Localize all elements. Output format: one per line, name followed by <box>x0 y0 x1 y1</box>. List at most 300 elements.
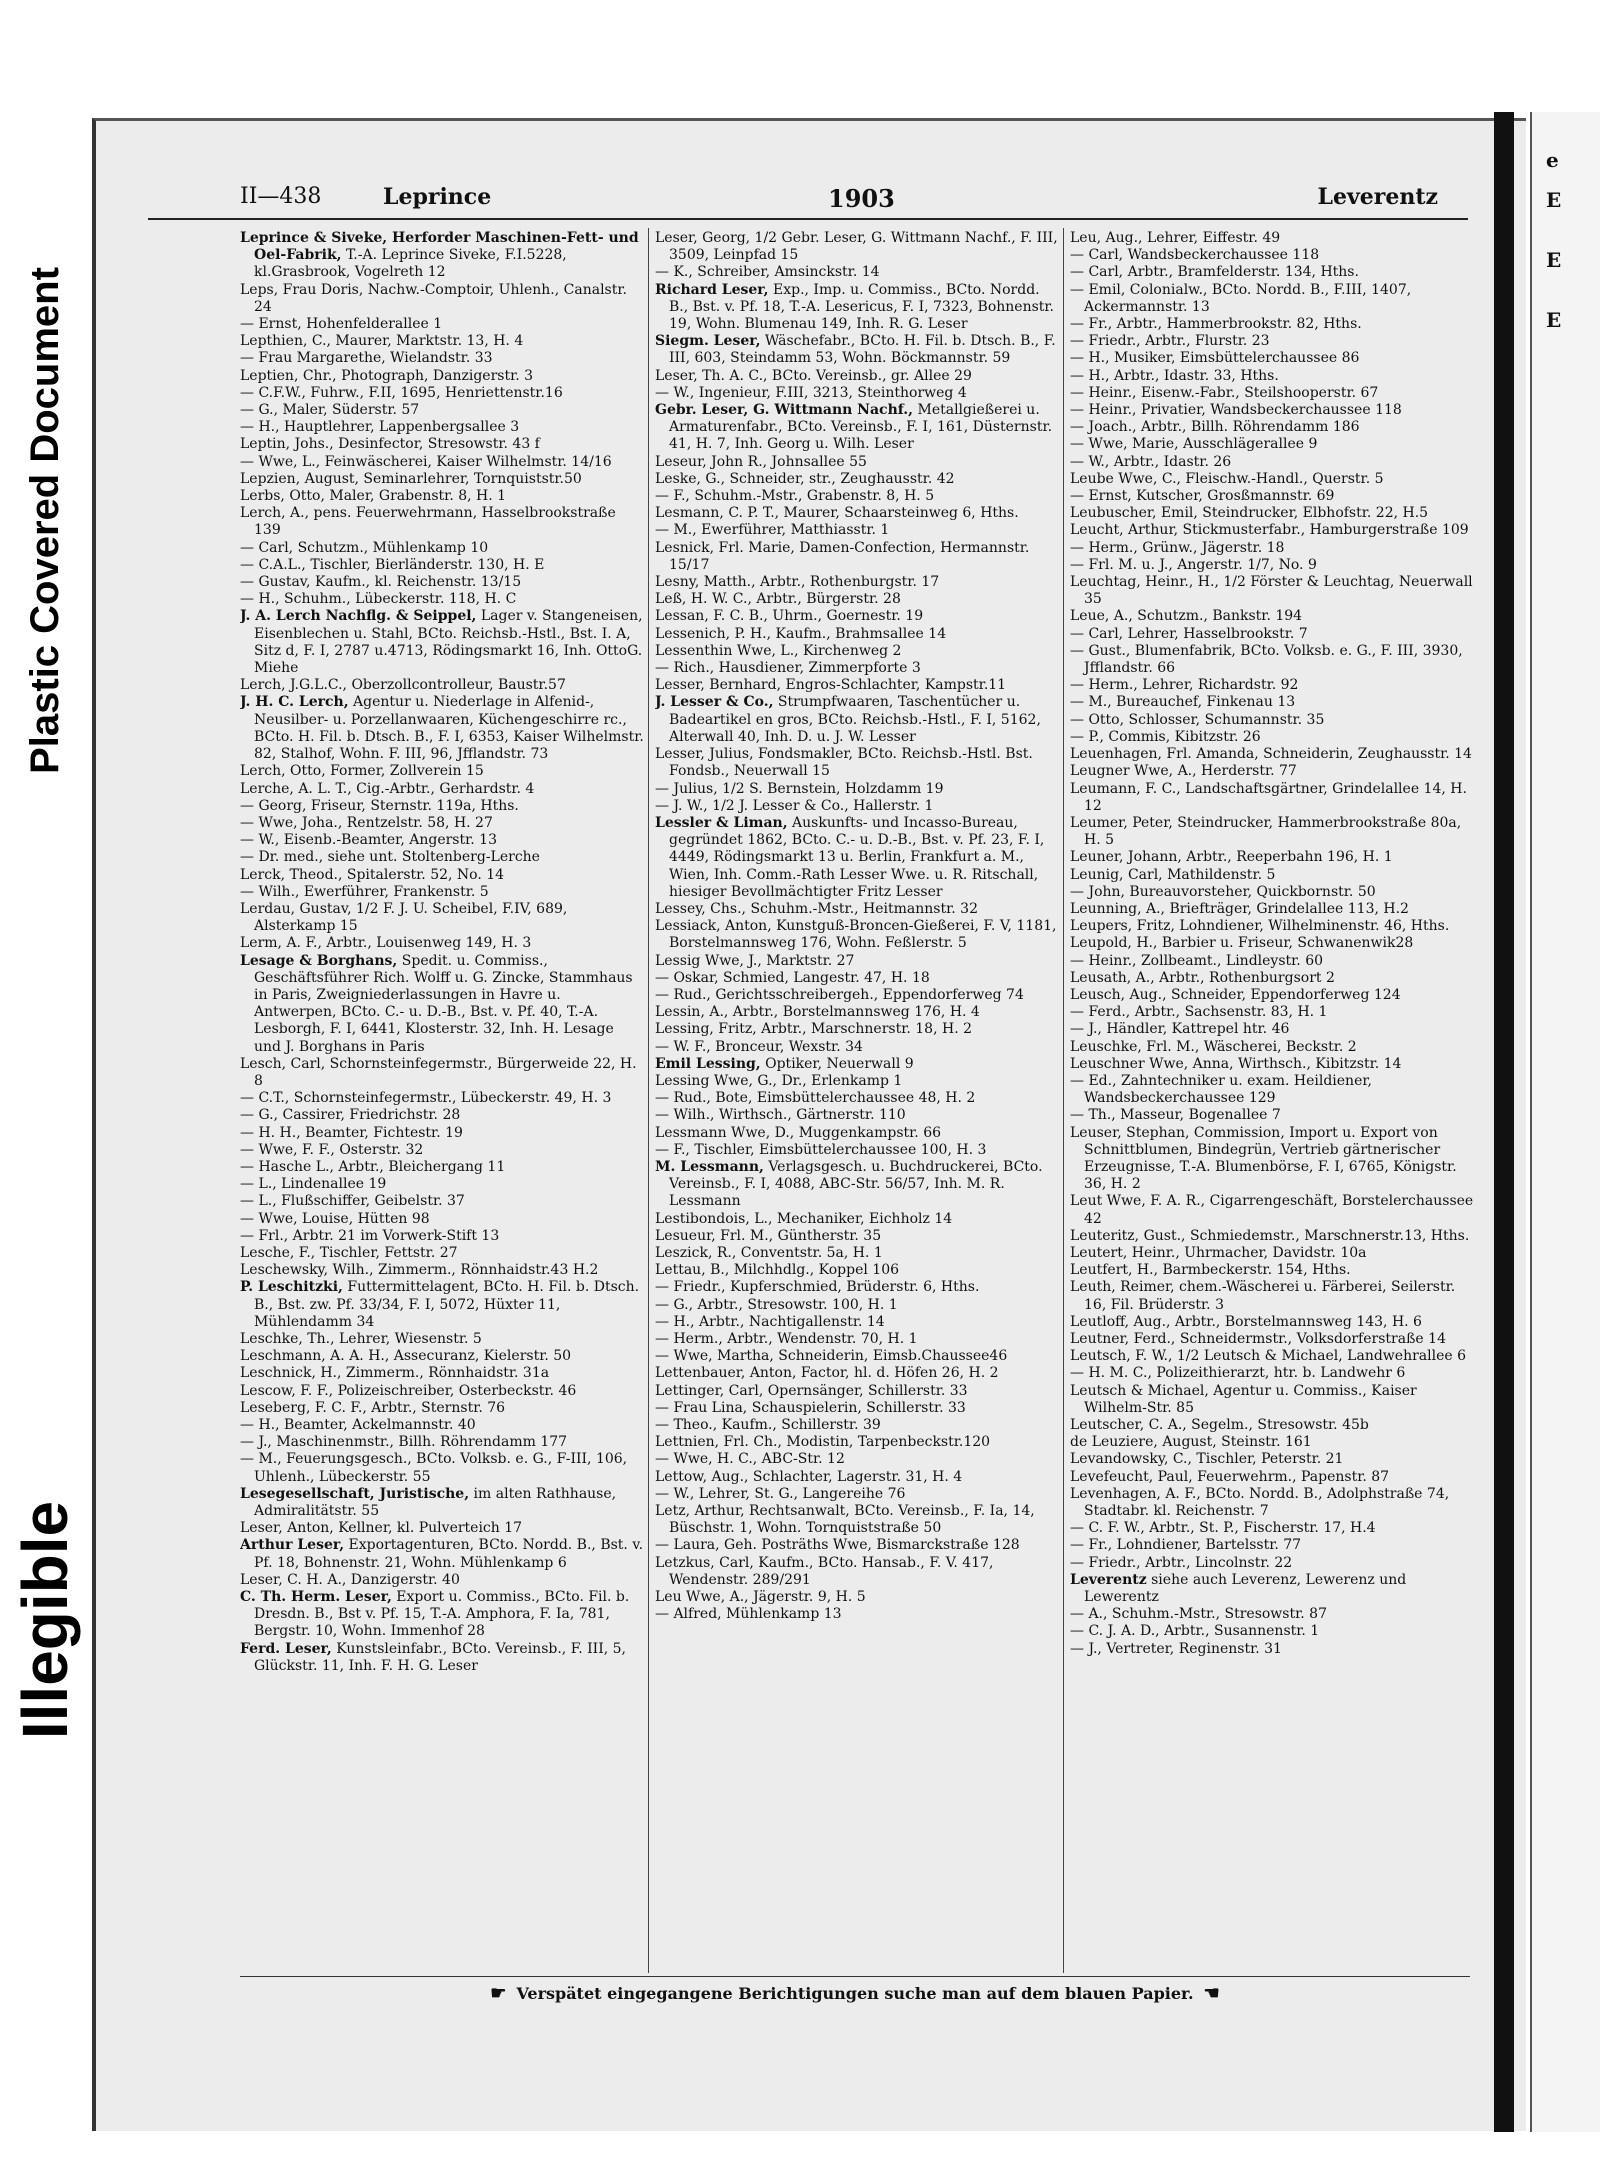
entry-text: Leschke, Th., Lehrer, Wiesenstr. 5 <box>240 1331 482 1347</box>
directory-entry <box>240 935 645 952</box>
entry-text: Levefeucht, Paul, Feuerwehrm., Papenstr. 87 <box>1070 1468 1390 1485</box>
entry-text: Leutert, Heinr., Uhrmacher, Davidstr. 10a <box>1070 1244 1367 1261</box>
directory-entry <box>655 1383 1060 1400</box>
directory-entry <box>1070 230 1475 247</box>
entry-firm-name: M. Lessmann, <box>655 1158 764 1175</box>
entry-text: im alten Rathhause, Admiralitätstr. 55 <box>254 1485 617 1520</box>
directory-entry <box>1070 970 1475 987</box>
entry-text: — Friedr., Arbtr., Flurstr. 23 <box>1070 333 1270 350</box>
entry-text: — Ernst, Hohenfelderallee 1 <box>240 316 443 333</box>
entry-text: — Herm., Lehrer, Richardstr. 92 <box>1070 677 1299 694</box>
directory-entry <box>1070 574 1475 608</box>
directory-entry <box>1070 471 1475 488</box>
directory-entry <box>1070 953 1475 970</box>
entry-text: — Th., Masseur, Bogenallee 7 <box>1070 1107 1281 1124</box>
entry-text: — Frau Margarethe, Wielandstr. 33 <box>240 350 493 367</box>
directory-entry <box>1070 677 1475 694</box>
entry-text: — C. J. A. D., Arbtr., Susannenstr. 1 <box>1070 1623 1320 1640</box>
directory-entry <box>240 333 645 350</box>
entry-text: Lescow, F. F., Polizeischreiber, Osterbeckstr. 46 <box>240 1382 577 1399</box>
column-divider <box>648 228 649 1973</box>
entry-firm-name: Lesegesellschaft, Juristische, <box>240 1485 470 1502</box>
directory-entry <box>1070 1486 1475 1520</box>
entry-text: Lesser, Julius, Fondsmakler, BCto. Reichsb.-Hstl. Bst. Fondsb., Neuerwall 15 <box>655 746 1033 780</box>
directory-entry <box>240 1641 645 1675</box>
directory-entry <box>655 1039 1060 1056</box>
directory-entry <box>655 1503 1060 1537</box>
entry-text: Leumann, F. C., Landschaftsgärtner, Grindelallee 14, H. 12 <box>1070 780 1467 814</box>
entry-text: Lessmann Wwe, D., Muggenkampstr. 66 <box>655 1124 942 1141</box>
directory-entry <box>655 1606 1060 1623</box>
entry-text: Lesser, Bernhard, Engros-Schlachter, Kampstr.11 <box>655 677 1007 694</box>
entry-text: — H., Arbtr., Nachtigallenstr. 14 <box>655 1313 885 1330</box>
entry-text: Leut Wwe, F. A. R., Cigarrengeschäft, Borstelerchaussee 42 <box>1070 1193 1474 1227</box>
entry-text: Lesnick, Frl. Marie, Damen-Confection, Hermannstr. 15/17 <box>655 539 1030 573</box>
directory-entry <box>240 540 645 557</box>
entry-text: Letzkus, Carl, Kaufm., BCto. Hansab., F. V. 417, Wendenstr. 289/291 <box>655 1554 994 1588</box>
entry-firm-name: Ferd. Leser, <box>240 1640 332 1657</box>
entry-text: Leß, H. W. C., Arbtr., Bürgerstr. 28 <box>655 591 901 608</box>
entry-text: — G., Maler, Süderstr. 57 <box>240 402 420 419</box>
entry-text: — Heinr., Eisenw.-Fabr., Steilshooperstr. 67 <box>1070 384 1379 401</box>
directory-entry <box>655 1555 1060 1589</box>
entry-text: Lettinger, Carl, Opernsänger, Schillerstr. 33 <box>655 1382 968 1399</box>
entry-text: — Wilh., Wirthsch., Gärtnerstr. 110 <box>655 1107 906 1124</box>
directory-entry <box>240 1451 645 1485</box>
entry-firm-name: Lesage & Borghans, <box>240 952 398 969</box>
directory-entry <box>1070 1555 1475 1572</box>
directory-entry <box>1070 1520 1475 1537</box>
directory-entry <box>1070 1451 1475 1468</box>
directory-entry <box>1070 454 1475 471</box>
directory-entry <box>655 1348 1060 1365</box>
directory-entry <box>1070 1314 1475 1331</box>
entry-text: Agentur u. Niederlage in Alfenid-, Neusilber- u. Porzellanwaaren, Küchengeschirre rc., BCto. H. Fil. b. Dtsch. B., F. I, 6353, Kaiser Wilhelmstr. 82, Stalhof, Wohn. F. III, 96, Jfflandstr. 73 <box>254 694 644 763</box>
directory-entry <box>240 505 645 539</box>
entry-text: siehe auch Leverenz, Lewerenz und Lewerentz <box>1084 1571 1407 1606</box>
directory-entry <box>1070 419 1475 436</box>
entry-text: — W. F., Bronceur, Wexstr. 34 <box>655 1038 863 1055</box>
entry-text: — Theo., Kaufm., Schillerstr. 39 <box>655 1417 881 1434</box>
directory-entry <box>240 1090 645 1107</box>
directory-entry <box>240 1245 645 1262</box>
entry-text: Leunig, Carl, Mathildenstr. 5 <box>1070 866 1276 883</box>
entry-text: Letz, Arthur, Rechtsanwalt, BCto. Vereinsb., F. Ia, 14, Büschstr. 1, Wohn. Tornquiststraße 50 <box>655 1503 1035 1537</box>
entry-text: — J., Maschinenmstr., Billh. Röhrendamm 177 <box>240 1434 568 1451</box>
entry-text: Lesche, F., Tischler, Fettstr. 27 <box>240 1244 458 1261</box>
entry-text: Leuth, Reimer, chem.-Wäscherei u. Färberei, Seilerstr. 16, Fil. Brüderstr. 3 <box>1070 1279 1456 1313</box>
entry-text: — Rud., Gerichtsschreibergeh., Eppendorferweg 74 <box>655 986 1024 1003</box>
entry-text: — F., Tischler, Eimsbüttelerchaussee 100, H. 3 <box>655 1141 987 1158</box>
directory-entry <box>1070 1073 1475 1107</box>
entry-text: Leupold, H., Barbier u. Friseur, Schwanenwik28 <box>1070 935 1414 952</box>
entry-text: Leucht, Arthur, Stickmusterfabr., Hamburgerstraße 109 <box>1070 522 1469 539</box>
directory-entry <box>1070 884 1475 901</box>
entry-text: — Frl. M. u. J., Angerstr. 1/7, No. 9 <box>1070 556 1317 573</box>
pointing-hand-icon: ☚ <box>1203 1983 1220 2004</box>
entry-text: Lessiack, Anton, Kunstguß-Broncen-Gießerei, F. V, 1181, Borstelmannsweg 176, Wohn. Feßlerstr. 5 <box>655 918 1057 952</box>
entry-text: — Carl, Schutzm., Mühlenkamp 10 <box>240 539 489 556</box>
entry-text: — Carl, Lehrer, Hasselbrookstr. 7 <box>1070 625 1308 642</box>
entry-text: — Heinr., Privatier, Wandsbeckerchaussee 118 <box>1070 402 1402 419</box>
entry-text: Lessing Wwe, G., Dr., Erlenkamp 1 <box>655 1072 903 1089</box>
directory-entry <box>1070 282 1475 316</box>
directory-entry <box>655 471 1060 488</box>
directory-entry <box>655 1142 1060 1159</box>
entry-text: — C.A.L., Tischler, Bierländerstr. 130, H. E <box>240 556 545 573</box>
entry-text: — Wwe, Joha., Rentzelstr. 58, H. 27 <box>240 814 493 831</box>
directory-entry <box>240 867 645 884</box>
entry-text: — Wwe, Marie, Ausschlägerallee 9 <box>1070 436 1318 453</box>
entry-text: Lesny, Matth., Arbtr., Rothenburgstr. 17 <box>655 574 940 591</box>
directory-entry <box>1070 402 1475 419</box>
directory-entry <box>1070 368 1475 385</box>
entry-text: — Herm., Arbtr., Wendenstr. 70, H. 1 <box>655 1331 918 1347</box>
directory-entry <box>1070 1125 1475 1194</box>
entry-text: — M., Bureauchef, Finkenau 13 <box>1070 694 1296 711</box>
entry-text: — C.F.W., Fuhrw., F.II, 1695, Henriettenstr.16 <box>240 384 563 401</box>
entry-text: — H. H., Beamter, Fichtestr. 19 <box>240 1124 463 1141</box>
entry-text: — Fr., Lohndiener, Bartelsstr. 77 <box>1070 1537 1302 1554</box>
entry-text: Leupers, Fritz, Lohndiener, Wilhelminenstr. 46, Hths. <box>1070 918 1450 935</box>
directory-entry <box>1070 1417 1475 1434</box>
directory-entry <box>240 316 645 333</box>
entry-text: — Rich., Hausdiener, Zimmerpforte 3 <box>655 660 921 677</box>
entry-text: Lessenich, P. H., Kaufm., Brahmsallee 14 <box>655 625 947 642</box>
entry-text: Lesch, Carl, Schornsteinfegermstr., Bürgerweide 22, H. 8 <box>240 1055 637 1089</box>
entry-text: Leumer, Peter, Steindrucker, Hammerbrookstraße 80a, H. 5 <box>1070 814 1462 849</box>
entry-text: Leube Wwe, C., Fleischw.-Handl., Querstr. 5 <box>1070 470 1384 487</box>
directory-entry <box>655 970 1060 987</box>
directory-entry <box>240 849 645 866</box>
page-gutter-shadow <box>1494 112 1514 2132</box>
entry-text: — Wwe, Martha, Schneiderin, Eimsb.Chaussee46 <box>655 1348 1008 1365</box>
directory-entry <box>240 1348 645 1365</box>
directory-entry <box>655 1279 1060 1296</box>
directory-entry <box>1070 1348 1475 1365</box>
directory-entry <box>655 1107 1060 1124</box>
entry-text: — Ernst, Kutscher, Grosßmannstr. 69 <box>1070 488 1335 505</box>
directory-entry <box>655 230 1060 264</box>
directory-entry <box>240 1228 645 1245</box>
entry-text: Leusath, A., Arbtr., Rothenburgsort 2 <box>1070 969 1335 986</box>
entry-text: Lager v. Stangeneisen, Eisenblechen u. Stahl, BCto. Reichsb.-Hstl., Bst. I. A, Sitz d, F. I, 2787 u.4713, Rödingsmarkt 16, Inh. OttoG. Miehe <box>254 608 643 677</box>
directory-entry <box>240 884 645 901</box>
entry-text: Lessan, F. C. B., Uhrm., Goernestr. 19 <box>655 608 924 625</box>
entry-text: — K., Schreiber, Amsinckstr. 14 <box>655 264 880 281</box>
directory-entry <box>240 230 645 282</box>
directory-entry <box>240 1365 645 1382</box>
directory-entry <box>1070 1279 1475 1313</box>
entry-text: Exp., Imp. u. Commiss., BCto. Nordd. B., Bst. v. Pf. 18, T.-A. Lesericus, F. I, 7323, Bohnenstr. 19, Wohn. Blumenau 149, Inh. R. G. Leser <box>669 281 1054 333</box>
directory-column-2 <box>655 230 1060 1623</box>
entry-text: — M., Feuerungsgesch., BCto. Volksb. e. G., F-III, 106, Uhlenh., Lübeckerstr. 55 <box>240 1451 628 1485</box>
entry-text: — Gustav, Kaufm., kl. Reichenstr. 13/15 <box>240 574 522 591</box>
footer-note: Verspätet eingegangene Berichtigungen suche man auf dem blauen Papier. <box>516 1984 1194 2003</box>
entry-text: — Emil, Colonialw., BCto. Nordd. B., F.III, 1407, Ackermannstr. 13 <box>1070 281 1412 315</box>
directory-entry <box>240 402 645 419</box>
entry-text: Kunstsleinfabr., BCto. Vereinsb., F. III, 5, Glückstr. 11, Inh. F. H. G. Leser <box>254 1640 626 1674</box>
directory-entry <box>655 660 1060 677</box>
entry-text: Wäschefabr., BCto. H. Fil. b. Dtsch. B., F. III, 603, Steindamm 53, Wohn. Böckmannstr. 59 <box>669 333 1056 367</box>
entry-text: Leuner, Johann, Arbtr., Reeperbahn 196, H. 1 <box>1070 849 1393 866</box>
pointing-hand-icon: ☛ <box>490 1983 507 2004</box>
entry-text: Leutsch, F. W., 1/2 Leutsch & Michael, Landwehrallee 6 <box>1070 1348 1467 1365</box>
directory-entry <box>655 333 1060 367</box>
directory-entry <box>1070 987 1475 1004</box>
entry-text: — Laura, Geh. Posträths Wwe, Bismarckstraße 128 <box>655 1537 1020 1554</box>
entry-text: — Wilh., Ewerführer, Frankenstr. 5 <box>240 883 489 900</box>
directory-entry <box>240 1434 645 1451</box>
directory-entry <box>655 746 1060 780</box>
entry-text: — Wwe, Louise, Hütten 98 <box>240 1210 430 1227</box>
directory-entry <box>655 1365 1060 1382</box>
entry-text: — Hasche L., Arbtr., Bleichergang 11 <box>240 1158 506 1175</box>
entry-text: Leuschke, Frl. M., Wäscherei, Beckstr. 2 <box>1070 1038 1357 1055</box>
entry-text: Leske, G., Schneider, str., Zeughausstr. 42 <box>655 470 955 487</box>
directory-entry <box>240 1056 645 1090</box>
directory-entry <box>655 901 1060 918</box>
entry-firm-name: J. H. C. Lerch, <box>240 694 349 711</box>
directory-entry <box>1070 385 1475 402</box>
entry-text: Leuschner Wwe, Anna, Wirthsch., Kibitzstr. 14 <box>1070 1055 1402 1072</box>
directory-entry <box>1070 1331 1475 1348</box>
entry-text: — Carl, Arbtr., Bramfelderstr. 134, Hths. <box>1070 264 1359 281</box>
directory-entry <box>1070 1056 1475 1073</box>
entry-text: Leuser, Stephan, Commission, Import u. Export von Schnittblumen, Bindegrün, Vertrieb gärtnerischer Erzeugnisse, T.-A. Blumenbörse, F. I, 6765, Königstr. 36, H. 2 <box>1070 1124 1457 1193</box>
entry-text: Lettau, B., Milchhdlg., Koppel 106 <box>655 1262 900 1279</box>
entry-firm-name: J. A. Lerch Nachflg. & Seippel, <box>240 608 477 625</box>
directory-entry <box>240 1142 645 1159</box>
entry-text: Lerch, Otto, Former, Zollverein 15 <box>240 763 484 780</box>
entry-text: Leschnick, H., Zimmerm., Rönnhaidstr. 31a <box>240 1365 550 1382</box>
directory-entry <box>655 402 1060 454</box>
directory-entry <box>240 832 645 849</box>
directory-entry <box>1070 488 1475 505</box>
directory-entry <box>240 574 645 591</box>
entry-text: Lepthien, C., Maurer, Marktstr. 13, H. 4 <box>240 333 524 350</box>
directory-entry <box>1070 935 1475 952</box>
directory-entry <box>655 1073 1060 1090</box>
entry-text: Levenhagen, A. F., BCto. Nordd. B., Adolphstraße 74, Stadtabr. kl. Reichenstr. 7 <box>1070 1485 1450 1520</box>
entry-text: — Georg, Friseur, Sternstr. 119a, Hths. <box>240 797 519 814</box>
entry-text: Lepzien, August, Seminarlehrer, Tornquiststr.50 <box>240 470 582 487</box>
entry-text: Lerch, A., pens. Feuerwehrmann, Hasselbrookstraße 139 <box>240 505 616 539</box>
directory-entry <box>655 591 1060 608</box>
entry-text: — W., Lehrer, St. G., Langereihe 76 <box>655 1485 906 1502</box>
entry-text: — Wwe, H. C., ABC-Str. 12 <box>655 1451 845 1468</box>
entry-text: — Friedr., Arbtr., Lincolnstr. 22 <box>1070 1554 1293 1571</box>
directory-entry <box>1070 540 1475 557</box>
directory-entry <box>655 1469 1060 1486</box>
directory-entry <box>240 1383 645 1400</box>
entry-text: — G., Arbtr., Stresowstr. 100, H. 1 <box>655 1296 898 1313</box>
entry-text: Leugner Wwe, A., Herderstr. 77 <box>1070 763 1297 780</box>
page-number: II—438 <box>240 184 322 209</box>
directory-entry <box>1070 247 1475 264</box>
entry-text: Lessey, Chs., Schuhm.-Mstr., Heitmannstr. 32 <box>655 900 978 917</box>
entry-text: Lerch, J.G.L.C., Oberzollcontrolleur, Baustr.57 <box>240 677 566 694</box>
entry-text: Metallgießerei u. Armaturenfabr., BCto. Vereinsb., F. I, 161, Düsternstr. 41, H. 7, Inh. Georg u. Wilh. Leser <box>669 402 1053 453</box>
directory-entry <box>1070 505 1475 522</box>
entry-firm-name: Gebr. Leser, G. Wittmann Nachf., <box>655 402 914 419</box>
directory-entry <box>655 1228 1060 1245</box>
entry-text: — J., Vertreter, Reginenstr. 31 <box>1070 1640 1282 1657</box>
directory-entry <box>240 591 645 608</box>
entry-text: Lessig Wwe, J., Marktstr. 27 <box>655 952 855 969</box>
entry-text: Strumpfwaaren, Taschentücher u. Badeartikel en gros, BCto. Reichsb.-Hstl., F. I, 5162, Alterwall 40, Inh. D. u. J. W. Lesser <box>669 694 1041 745</box>
directory-entry <box>655 1434 1060 1451</box>
directory-entry <box>1070 867 1475 884</box>
entry-firm-name: Richard Leser, <box>655 281 769 298</box>
entry-text: Leutloff, Aug., Arbtr., Borstelmannsweg 143, H. 6 <box>1070 1313 1422 1330</box>
directory-entry <box>655 1314 1060 1331</box>
entry-text: Lesueur, Frl. M., Güntherstr. 35 <box>655 1227 882 1244</box>
entry-text: Leuenhagen, Frl. Amanda, Schneiderin, Zeughausstr. 14 <box>1070 746 1472 763</box>
entry-text: — Joach., Arbtr., Billh. Röhrendamm 186 <box>1070 419 1360 436</box>
directory-column-3 <box>1070 230 1475 1658</box>
directory-entry <box>240 1125 645 1142</box>
entry-text: Leunning, A., Briefträger, Grindelallee 113, H.2 <box>1070 900 1409 917</box>
entry-text: Leutsch & Michael, Agentur u. Commiss., Kaiser Wilhelm-Str. 85 <box>1070 1382 1417 1416</box>
entry-firm-name: C. Th. Herm. Leser, <box>240 1589 392 1606</box>
entry-text: — H., Schuhm., Lübeckerstr. 118, H. C <box>240 591 517 608</box>
directory-entry <box>1070 1623 1475 1640</box>
entry-text: Leschewsky, Wilh., Zimmerm., Rönnhaidstr.43 H.2 <box>240 1262 599 1279</box>
directory-entry <box>1070 918 1475 935</box>
directory-entry <box>655 781 1060 798</box>
directory-entry <box>240 798 645 815</box>
directory-entry <box>655 815 1060 901</box>
entry-text: — F., Schuhm.-Mstr., Grabenstr. 8, H. 5 <box>655 488 935 505</box>
directory-entry <box>1070 763 1475 780</box>
entry-text: Lettow, Aug., Schlachter, Lagerstr. 31, H. 4 <box>655 1468 963 1485</box>
entry-text: Leu, Aug., Lehrer, Eiffestr. 49 <box>1070 230 1281 246</box>
entry-text: Auskunfts- und Incasso-Bureau, gegründet 1862, BCto. C.- u. D.-B., Bst. v. Pf. 23, F. I, 4449, Rödingsmarkt 13 u. Berlin, Frankfurt a. M., Wien, Inh. Comm.-Rath Lesser Wwe. u. R. Ritschall, hiesiger Bevollmächtigter Fritz Lesser <box>669 814 1045 900</box>
adjacent-page-edge: e E E E <box>1530 112 1600 2132</box>
entry-text: Lettnien, Frl. Ch., Modistin, Tarpenbeckstr.120 <box>655 1434 991 1451</box>
directory-entry <box>1070 746 1475 763</box>
directory-entry <box>240 282 645 316</box>
entry-text: Leubuscher, Emil, Steindrucker, Elbhofstr. 22, H.5 <box>1070 505 1429 522</box>
entry-text: — H., Hauptlehrer, Lappenbergsallee 3 <box>240 419 520 436</box>
directory-entry <box>1070 901 1475 918</box>
entry-text: — H., Musiker, Eimsbüttelerchaussee 86 <box>1070 350 1360 367</box>
directory-entry <box>655 694 1060 746</box>
directory-entry <box>1070 350 1475 367</box>
entry-firm-name: J. Lesser & Co., <box>655 694 774 711</box>
entry-text: Lerm, A. F., Arbtr., Louisenweg 149, H. 3 <box>240 935 532 952</box>
directory-entry <box>240 471 645 488</box>
directory-entry <box>655 540 1060 574</box>
directory-entry <box>655 798 1060 815</box>
entry-text: Lerck, Theod., Spitalerstr. 52, No. 14 <box>240 866 505 883</box>
directory-entry <box>655 1021 1060 1038</box>
directory-entry <box>655 454 1060 471</box>
directory-entry <box>655 1004 1060 1021</box>
directory-entry <box>1070 436 1475 453</box>
directory-entry <box>1070 626 1475 643</box>
directory-entry <box>240 815 645 832</box>
entry-text: Optiker, Neuerwall 9 <box>760 1055 914 1072</box>
entry-text: Leser, C. H. A., Danzigerstr. 40 <box>240 1571 460 1588</box>
directory-entry <box>240 901 645 935</box>
directory-entry <box>1070 694 1475 711</box>
entry-text: — A., Schuhm.-Mstr., Stresowstr. 87 <box>1070 1606 1327 1623</box>
entry-text: — L., Flußschiffer, Geibelstr. 37 <box>240 1193 465 1210</box>
directory-entry <box>1070 333 1475 350</box>
entry-text: Leser, Th. A. C., BCto. Vereinsb., gr. Allee 29 <box>655 367 972 384</box>
directory-entry <box>1070 557 1475 574</box>
entry-text: — Frau Lina, Schauspielerin, Schillerstr. 33 <box>655 1399 966 1416</box>
entry-text: — C.T., Schornsteinfegermstr., Lübeckerstr. 49, H. 3 <box>240 1090 612 1107</box>
directory-entry <box>240 1417 645 1434</box>
directory-entry <box>240 1520 645 1537</box>
entry-text: Verlagsgesch. u. Buchdruckerei, BCto. Vereinsb., F. I, 4088, ABC-Str. 56/57, Inh. M. R. Lessmann <box>669 1158 1043 1210</box>
directory-entry <box>655 953 1060 970</box>
entry-text: — Heinr., Zollbeamt., Lindleystr. 60 <box>1070 952 1324 969</box>
directory-entry <box>240 385 645 402</box>
entry-text: Leseberg, F. C. F., Arbtr., Sternstr. 76 <box>240 1399 506 1416</box>
directory-entry <box>1070 1641 1475 1658</box>
directory-entry <box>240 488 645 505</box>
entry-text: Lesmann, C. P. T., Maurer, Schaarsteinweg 6, Hths. <box>655 505 1019 522</box>
entry-text: — G., Cassirer, Friedrichstr. 28 <box>240 1107 461 1124</box>
entry-text: Leuteritz, Gust., Schmiedemstr., Marschnerstr.13, Hths. <box>1070 1227 1470 1244</box>
entry-text: — Ed., Zahntechniker u. exam. Heildiener, Wandsbeckerchaussee 129 <box>1070 1072 1372 1107</box>
directory-entry <box>1070 729 1475 746</box>
directory-entry <box>655 264 1060 281</box>
entry-text: Leuchtag, Heinr., H., 1/2 Förster & Leuchtag, Neuerwall 35 <box>1070 574 1473 608</box>
directory-entry <box>655 626 1060 643</box>
entry-firm-name: Arthur Leser, <box>240 1537 345 1554</box>
directory-entry <box>1070 712 1475 729</box>
directory-entry <box>240 557 645 574</box>
entry-text: — J. W., 1/2 J. Lesser & Co., Hallerstr. 1 <box>655 797 934 814</box>
entry-text: Leszick, R., Conventstr. 5a, H. 1 <box>655 1244 883 1261</box>
directory-entry <box>655 368 1060 385</box>
directory-column-1 <box>240 230 645 1675</box>
directory-entry <box>655 1056 1060 1073</box>
entry-text: — C. F. W., Arbtr., St. P., Fischerstr. 17, H.4 <box>1070 1520 1376 1537</box>
directory-entry <box>240 1537 645 1571</box>
entry-text: Leutfert, H., Barmbeckerstr. 154, Hths. <box>1070 1262 1351 1279</box>
directory-entry <box>240 1193 645 1210</box>
directory-entry <box>240 454 645 471</box>
directory-entry <box>240 1279 645 1331</box>
entry-text: — W., Eisenb.-Beamter, Angerstr. 13 <box>240 832 497 849</box>
directory-entry <box>1070 1107 1475 1124</box>
directory-entry <box>1070 1193 1475 1227</box>
directory-entry <box>240 953 645 1056</box>
entry-text: Leutner, Ferd., Schneidermstr., Volksdorferstraße 14 <box>1070 1331 1446 1347</box>
directory-entry <box>655 282 1060 334</box>
directory-entry <box>655 677 1060 694</box>
entry-text: Leps, Frau Doris, Nachw.-Comptoir, Uhlenh., Canalstr. 24 <box>240 281 627 315</box>
directory-entry <box>240 1211 645 1228</box>
entry-text: Leusch, Aug., Schneider, Eppendorferweg 124 <box>1070 986 1401 1003</box>
entry-text: T.-A. Leprince Siveke, F.I.5228, kl.Grasbrook, Vogelreth 12 <box>254 247 567 281</box>
header-year: 1903 <box>828 184 895 213</box>
directory-entry <box>240 436 645 453</box>
directory-entry <box>1070 1383 1475 1417</box>
directory-entry <box>240 419 645 436</box>
directory-entry <box>1070 1262 1475 1279</box>
entry-text: Lerche, A. L. T., Cig.-Arbtr., Gerhardstr. 4 <box>240 780 535 797</box>
entry-text: Leu Wwe, A., Jägerstr. 9, H. 5 <box>655 1589 866 1606</box>
entry-text: — L., Lindenallee 19 <box>240 1176 387 1193</box>
directory-entry <box>655 1211 1060 1228</box>
